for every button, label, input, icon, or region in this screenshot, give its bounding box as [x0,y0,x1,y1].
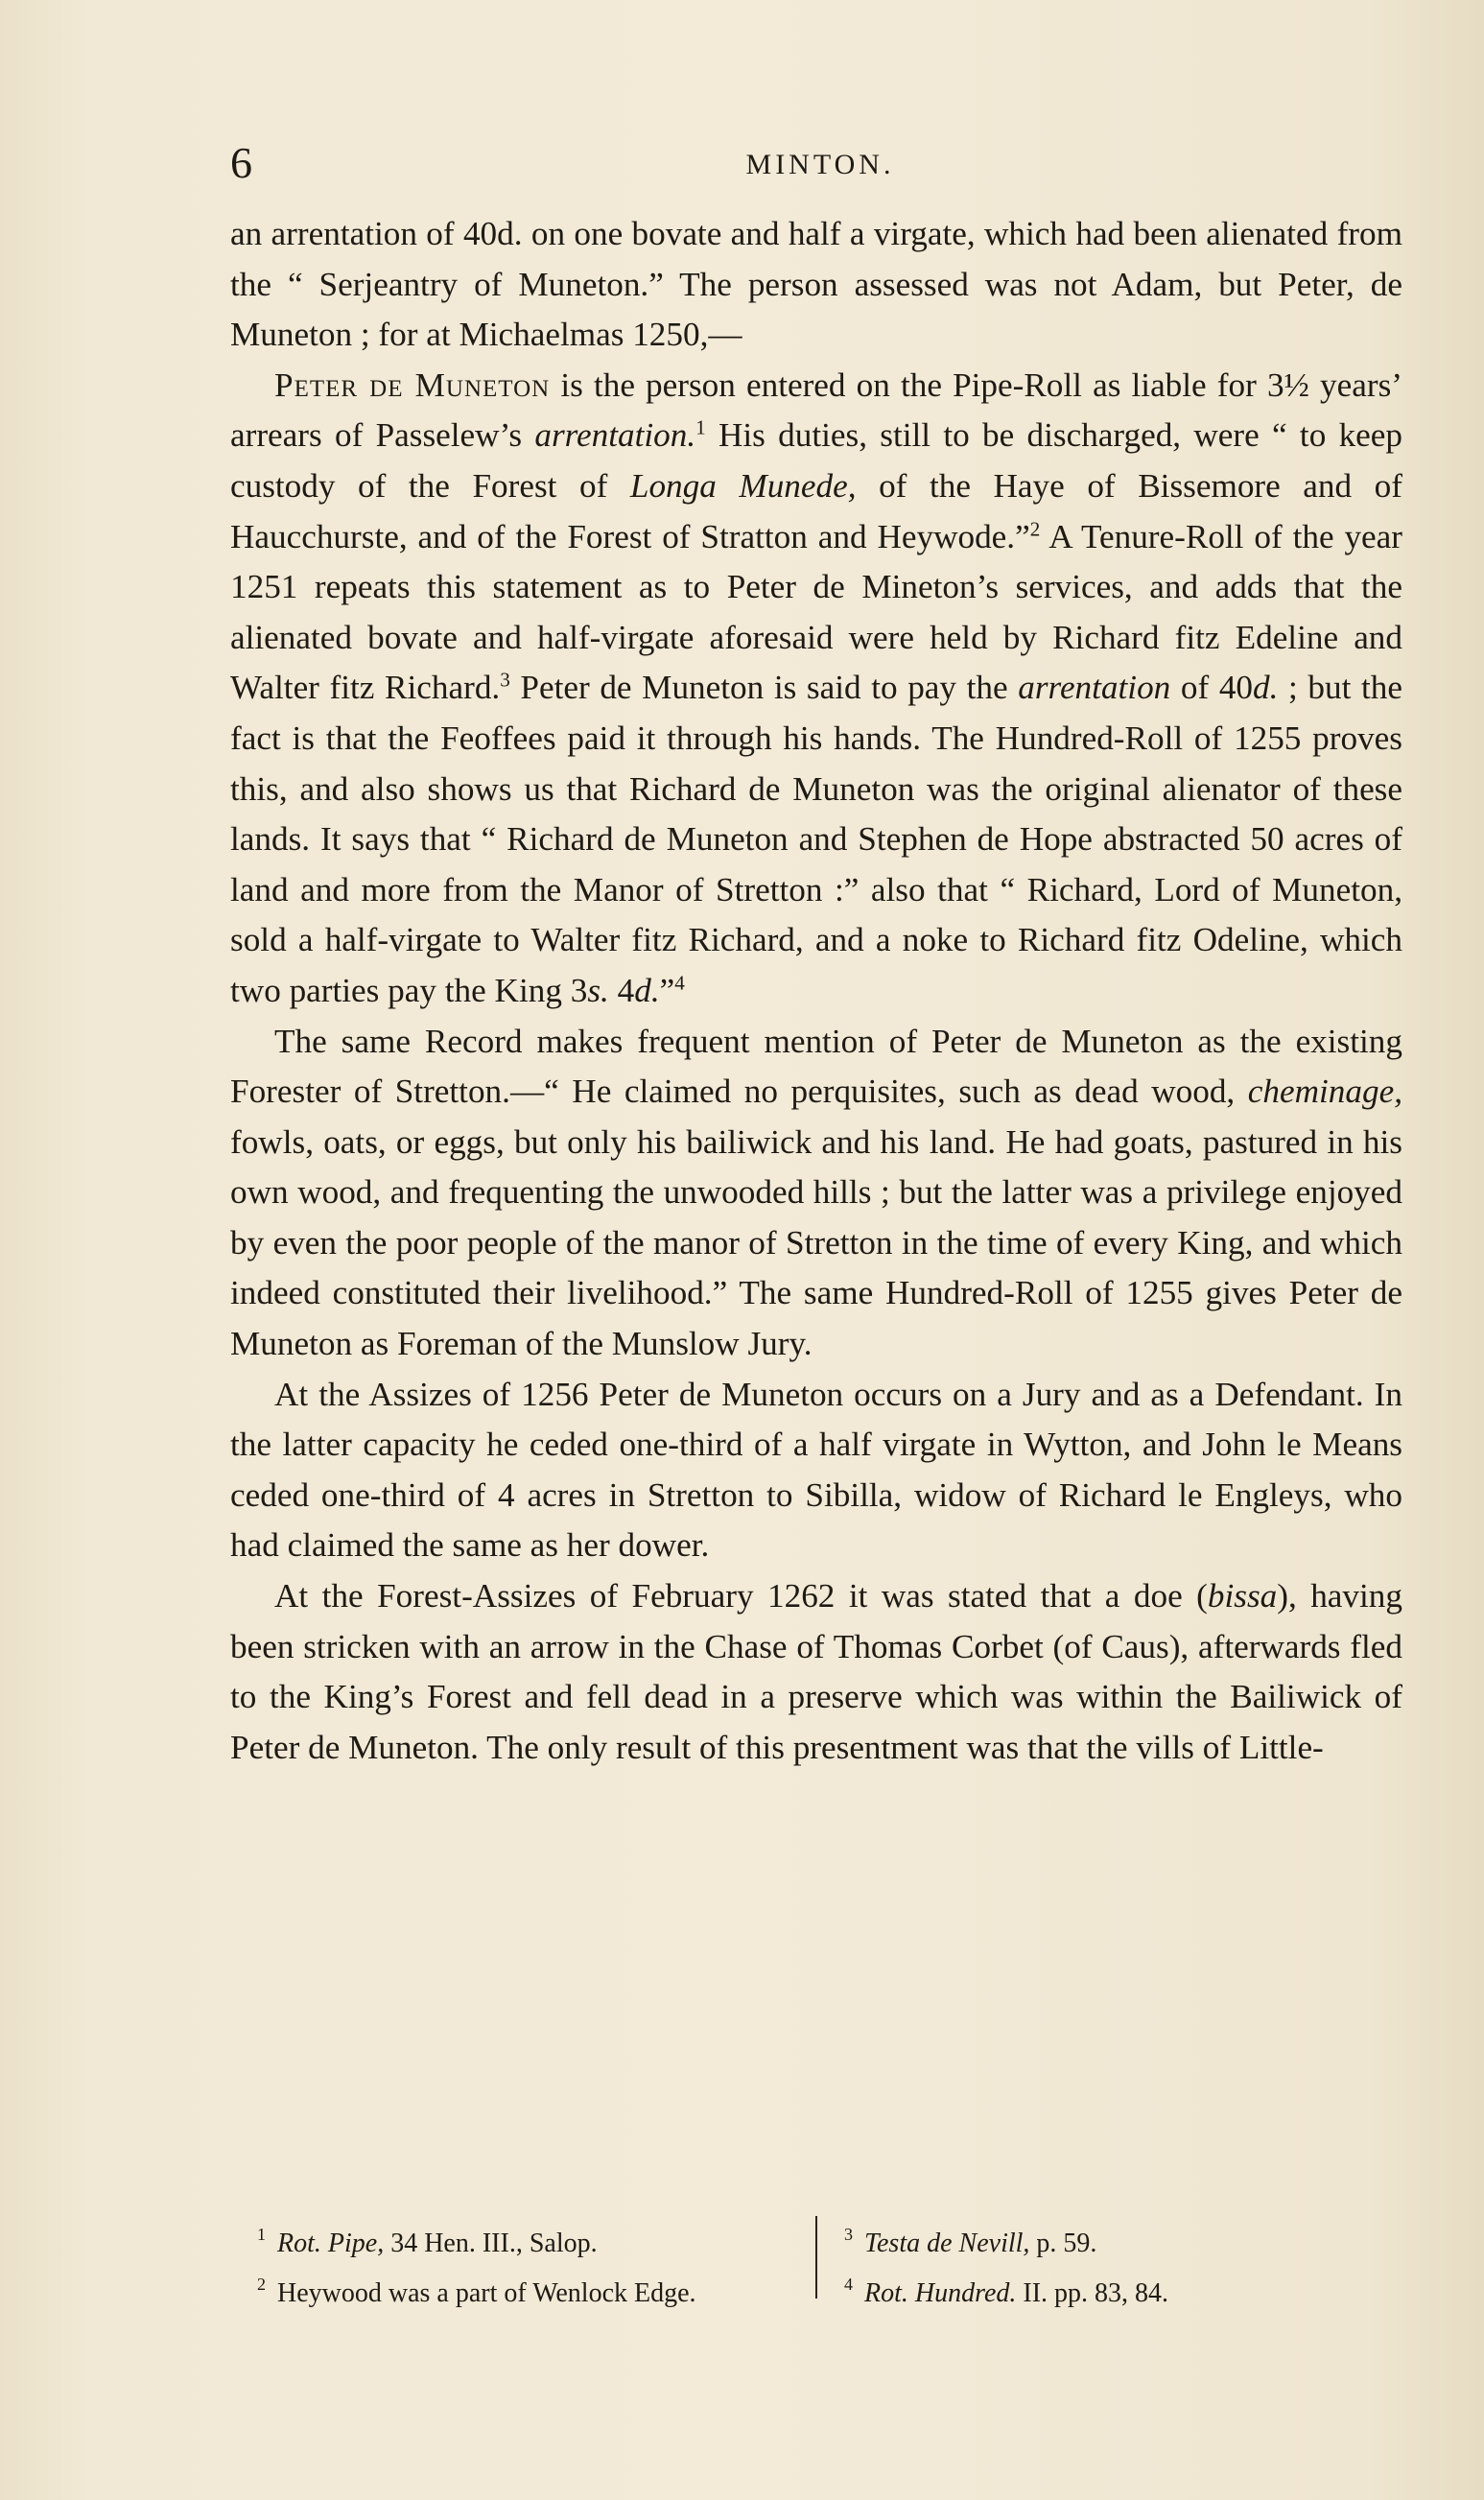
footnote-mark: 1 [257,2225,266,2244]
footnote-ref-3[interactable]: 3 [500,668,510,692]
footnote-2 [257,2264,794,2314]
page-number: 6 [230,138,252,187]
text-run: A Tenure-Roll of the year 1251 repeats this statement as to Peter de Mineton’s services, and adds that the alienated bovate and half-virgate aforesaid were held by Richard fitz Edeline and Walter fitz Richard. [230,517,1403,707]
text-run: is the person entered on the Pipe-Roll as liable for 3½ years’ arrears of Passelew’s [230,366,1403,455]
footnote-source: Rot. Hundred. [864,2278,1017,2308]
italic-run: Longa Munede, [629,466,857,505]
paragraph-2 [230,361,1402,1017]
text-run: The same Record makes frequent mention of Peter de Muneton as the existing Forester of Stretton.—“ He claimed no perquisites, such as dead wood, [230,1022,1402,1111]
italic-run: arrentation [1018,669,1171,707]
footnote-mark: 2 [257,2275,266,2294]
footnote-ref-2[interactable]: 2 [1029,516,1041,540]
paragraph-4: At the Assizes of 1256 Peter de Muneton occurs on a Jury and as a Defendant. In the latter capacity he ceded one-third of a half virgate in Wytton, and John le Means ceded one-third of 4 acres in Stretton to Sibilla, widow of Richard le Engleys, who had claimed the same as her dower. [230,1375,1402,1565]
footnote-text: 34 Hen. III., Salop. [384,2229,598,2258]
page-header [230,134,1410,192]
person-name: Peter de Muneton [274,366,551,404]
text-run: ), having been stricken with an arrow in the Chase of Thomas Corbet (of Caus), afterwards fled to the King’s Forest and fell dead in a preserve which was within the Bailiwick of Peter de Muneton. The only result of this presentment was that the vills of Little- [230,1577,1402,1766]
footnote-source: Testa de Nevill, [864,2229,1030,2258]
main-text [230,209,1402,1773]
footnote-divider [815,2216,817,2299]
text-run: Peter de Muneton is said to pay the [509,669,1019,707]
paragraph-5 [230,1571,1402,1773]
paragraph-3 [230,1017,1402,1370]
footnote-text: Heywood was a part of Wenlock Edge. [277,2278,696,2308]
text-run: fowls, oats, or eggs, but only his bailiwick and his land. He had goats, pastured in his own wood, and frequenting the unwooded hills ; but the latter was a privilege enjoyed by even the poor people of the manor of Stretton in the time of every King, and which indeed constituted their livelihood.” The same Hundred-Roll of 1255 gives Peter de Muneton as Foreman of the Munslow Jury. [230,1122,1402,1363]
italic-run: d. [1253,669,1279,707]
text-run: ; but the fact is that the Feoffees paid it through his hands. The Hundred-Roll of 1255 proves this, and also shows us that Richard de Muneton was the original alienator of these lands. It says that “ Richard de Muneton and Stephen de Hope abstracted 50 acres of land and more from the Manor of Stretton :” also that “ Richard, Lord of Muneton, sold a half-virgate to Walter fitz Richard, and a noke to Richard fitz Odeline, which two parties pay the King 3 [230,669,1402,1009]
italic-run: bissa [1207,1577,1278,1616]
text-run: ” [659,971,675,1009]
footnote-mark: 4 [844,2275,853,2294]
italic-run: cheminage, [1247,1073,1402,1111]
footnote-1 [257,2214,794,2264]
italic-run: arrentation. [534,416,696,455]
paragraph-1: an arrentation of 40d. on one bovate and half a virgate, which had been alienated from the “ Serjeantry of Muneton.” The person assessed was not Adam, but Peter, de Muneton ; for at Michaelmas 1250,— [230,215,1402,354]
text-run: 4 [608,971,635,1009]
footnote-text: II. pp. 83, 84. [1016,2278,1169,2308]
footnote-text: p. 59. [1029,2229,1097,2258]
running-title: MINTON. [745,149,895,180]
text-run: of 40 [1170,669,1254,707]
footnote-mark: 3 [844,2225,853,2244]
footnote-3 [844,2214,1401,2264]
footnote-source: Rot. Pipe, [277,2229,385,2258]
footnotes-right-column [844,2214,1401,2314]
footnotes-left-column [257,2214,794,2314]
text-run: His duties, still to be discharged, were “ to keep custody of the Forest of [230,416,1403,505]
text-run: At the Forest-Assizes of February 1262 it was stated that a doe ( [274,1577,1208,1616]
footnote-ref-1[interactable]: 1 [695,415,706,439]
footnote-ref-4[interactable]: 4 [674,971,685,995]
footnotes [230,2214,1410,2310]
text-run: of the Haye of Bissemore and of Haucchurste, and of the Forest of Stratton and Heywode.” [230,466,1402,555]
italic-run: d. [634,971,660,1009]
footnote-4 [844,2264,1401,2314]
italic-run: s. [587,971,609,1009]
